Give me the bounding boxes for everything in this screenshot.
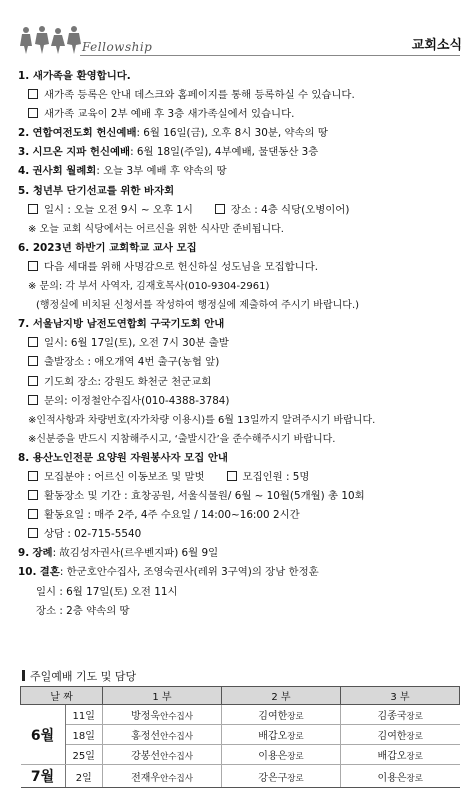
month-cell: 7월: [21, 765, 66, 788]
item-7-line: 일시: 6월 17일(토), 오전 7시 30분 출발: [18, 334, 464, 353]
checkbox-bullet: [215, 204, 225, 214]
item-8-line: 모집분야 : 어르신 이동보조 및 말벗 모집인원 : 5명: [18, 468, 464, 487]
service-3-cell: 배갑오장로: [341, 745, 460, 765]
service-1-cell: 홍정선안수집사: [103, 725, 222, 745]
item-1-line: 새가족 등록은 안내 데스크와 홈페이지를 통해 등록하실 수 있습니다.: [18, 86, 464, 105]
item-6-note: (행정실에 비치된 신청서를 작성하여 행정실에 제출하여 주시기 바랍니다.): [36, 300, 360, 312]
checkbox-bullet: [28, 376, 38, 386]
checkbox-bullet: [28, 395, 38, 405]
title-bar-icon: [22, 670, 25, 681]
item-1-heading: 1. 새가족을 환영합니다.: [18, 70, 131, 82]
item-3-heading: 3. 시므온 지파 헌신예배: 6월 18일(주일), 4부예배, 물댄동산 3층: [18, 146, 319, 159]
service-2-cell: 강은구장로: [222, 765, 341, 788]
checkbox-bullet: [28, 356, 38, 366]
item-6-line: 다음 세대를 위해 사명감으로 헌신하실 성도님을 모집합니다.: [18, 258, 464, 277]
item-8-heading: 8. 용산노인전문 요양원 자원봉사자 모집 안내: [18, 451, 228, 464]
duty-table: [20, 686, 460, 788]
checkbox-bullet: [28, 204, 38, 214]
item-7-note: ※인적사항과 차량번호(자가차량 이용시)를 6월 13일까지 알려주시기 바랍니다.: [28, 414, 376, 426]
day-cell: 2일: [65, 765, 103, 788]
service-1-cell: 방정욱안수집사: [103, 705, 222, 725]
table-row: [21, 705, 460, 725]
fellowship-brand: Fellowship: [82, 40, 153, 54]
table-row: [21, 725, 460, 745]
checkbox-bullet: [28, 471, 38, 481]
table-row: [21, 745, 460, 765]
table-row: [21, 765, 460, 788]
item-6-heading: 6. 2023년 하반기 교회학교 교사 모집: [18, 241, 197, 254]
header-rule: [80, 55, 460, 56]
service-1-cell: 강봉선안수집사: [103, 745, 222, 765]
checkbox-bullet: [28, 261, 38, 271]
announcements: [18, 67, 464, 621]
checkbox-bullet: [28, 89, 38, 99]
item-7-line: 기도회 장소: 강원도 화천군 천군교회: [18, 373, 464, 392]
item-10-line: 일시 : 6월 17일(토) 오전 11시: [36, 585, 178, 598]
service-3-cell: 김종국장로: [341, 705, 460, 725]
header-service-2: 2 부: [222, 687, 341, 705]
item-8-line: 상담 : 02-715-5540: [18, 525, 464, 544]
day-cell: 25일: [65, 745, 103, 765]
item-5-note: ※ 오늘 교회 식당에서는 어르신을 위한 식사만 준비됩니다.: [28, 223, 284, 235]
item-7-line: 문의: 이정철안수집사(010-4388-3784): [18, 392, 464, 411]
item-4-heading: 4. 권사회 월례회: 오늘 3부 예배 후 약속의 땅: [18, 165, 227, 178]
service-2-cell: 김여한장로: [222, 705, 341, 725]
table-header-row: [21, 687, 460, 705]
service-3-cell: 김여한장로: [341, 725, 460, 745]
checkbox-bullet: [227, 471, 237, 481]
day-cell: 18일: [65, 725, 103, 745]
item-8-line: 활동요일 : 매주 2주, 4주 수요일 / 14:00~16:00 2시간: [18, 506, 464, 525]
day-cell: 11일: [65, 705, 103, 725]
section-title: 교회소식: [411, 38, 462, 53]
item-7-line: 출발장소 : 애오개역 4번 출구(농협 앞): [18, 353, 464, 372]
page-header: [0, 0, 474, 60]
item-10-heading: 10. 결혼: 한군호안수집사, 조영숙권사(레위 3구역)의 장남 한정훈: [18, 566, 319, 579]
item-1-line: 새가족 교육이 2부 예배 후 3층 새가족실에서 있습니다.: [18, 105, 464, 124]
item-10-line: 장소 : 2층 약속의 땅: [36, 604, 130, 617]
item-9-heading: 9. 장례: 故김성자권사(르우벤지파) 6월 9일: [18, 547, 219, 560]
item-7-heading: 7. 서울남지방 남전도연합회 구국기도회 안내: [18, 318, 225, 331]
service-1-cell: 전재우안수집사: [103, 765, 222, 788]
checkbox-bullet: [28, 490, 38, 500]
item-7-note: ※신분증을 반드시 지참해주시고, ‘출발시간’을 준수해주시기 바랍니다.: [28, 433, 336, 445]
item-2-heading: 2. 연합여전도회 헌신예배: 6월 16일(금), 오후 8시 30분, 약속의 땅: [18, 127, 328, 140]
service-2-cell: 이용은장로: [222, 745, 341, 765]
checkbox-bullet: [28, 108, 38, 118]
item-5-heading: 5. 청년부 단기선교를 위한 바자회: [18, 184, 175, 197]
item-5-line: 일시 : 오늘 오전 9시 ~ 오후 1시 장소 : 4층 식당(오병이어): [18, 201, 464, 220]
service-2-cell: 배갑오장로: [222, 725, 341, 745]
header-date: 날 짜: [21, 687, 103, 705]
service-3-cell: 이용은장로: [341, 765, 460, 788]
checkbox-bullet: [28, 337, 38, 347]
checkbox-bullet: [28, 509, 38, 519]
month-cell: 6월: [21, 705, 66, 765]
item-8-line: 활동장소 및 기간 : 효창공원, 서울식물원/ 6월 ~ 10월(5개월) 총 10회: [18, 487, 464, 506]
item-6-note: ※ 문의: 각 부서 사역자, 김재호목사(010-9304-2961): [28, 281, 270, 293]
header-service-3: 3 부: [341, 687, 460, 705]
header-service-1: 1 부: [103, 687, 222, 705]
duty-table-title: 주일예배 기도 및 담당: [22, 668, 136, 684]
checkbox-bullet: [28, 528, 38, 538]
